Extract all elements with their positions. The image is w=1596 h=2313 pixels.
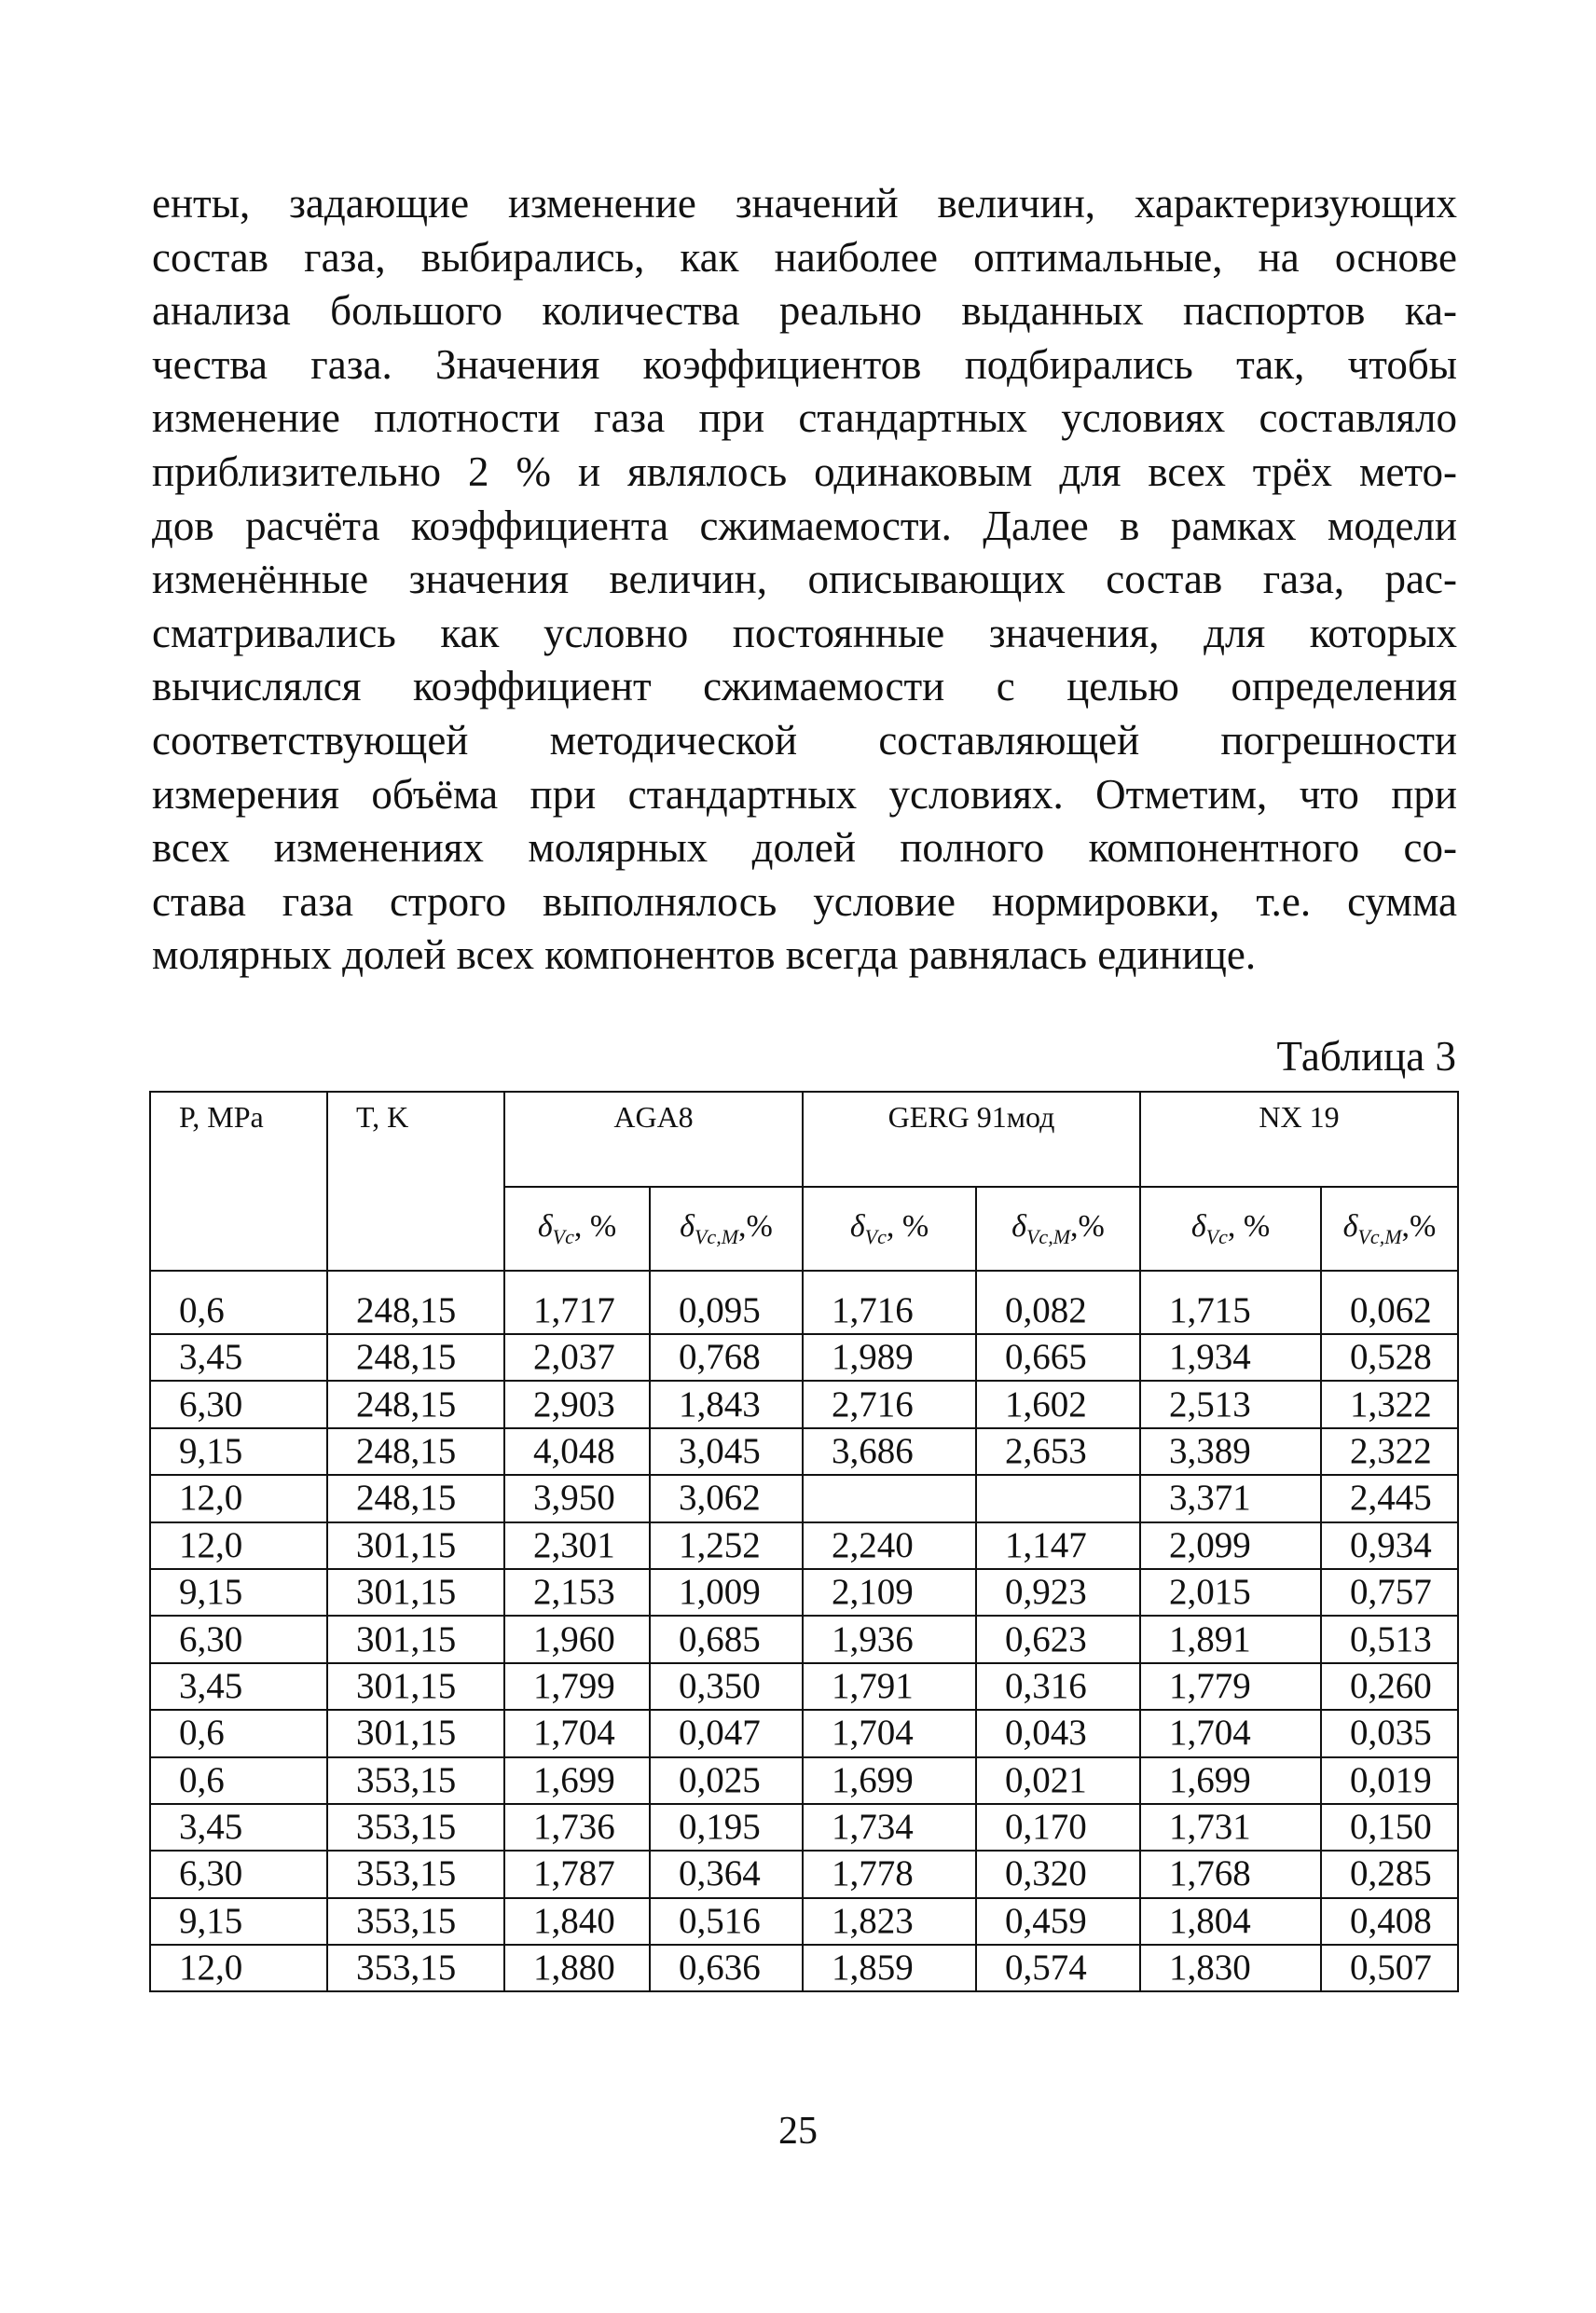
paragraph-line: вычислялся коэффициент сжимаемости с целью определения [152, 663, 1457, 710]
percent-unit: , % [886, 1208, 929, 1244]
table-cell: 2,109 [803, 1569, 976, 1616]
paragraph-line: соответствующей методической составляющей погрешности [152, 716, 1457, 764]
table-cell: 0,320 [976, 1851, 1140, 1897]
table-cell: 1,936 [803, 1616, 976, 1662]
table-cell: 0,459 [976, 1898, 1140, 1945]
table-cell: 353,15 [327, 1945, 504, 1991]
table-cell: 0,195 [650, 1804, 803, 1851]
table-cell: 301,15 [327, 1710, 504, 1756]
table-cell: 1,840 [504, 1898, 650, 1945]
percent-unit: , % [1227, 1208, 1271, 1244]
table-cell: 0,6 [150, 1271, 327, 1334]
table-cell: 1,960 [504, 1616, 650, 1662]
table-cell: 9,15 [150, 1898, 327, 1945]
table-body [150, 1271, 1458, 1991]
table-cell: 353,15 [327, 1757, 504, 1804]
table-row [150, 1804, 1458, 1851]
paragraph-line: става газа строго выполнялось условие нормировки, т.е. сумма [152, 877, 1457, 925]
table-cell: 1,934 [1140, 1334, 1321, 1381]
table-cell: 0,095 [650, 1271, 803, 1334]
table-cell: 0,623 [976, 1616, 1140, 1662]
table-cell: 1,704 [504, 1710, 650, 1756]
table-cell: 2,322 [1321, 1428, 1458, 1475]
table-cell: 0,574 [976, 1945, 1140, 1991]
table-cell: 2,903 [504, 1381, 650, 1427]
table-cell: 1,699 [504, 1757, 650, 1804]
table-cell: 353,15 [327, 1898, 504, 1945]
subheader-delta-vcm [650, 1187, 803, 1271]
table-cell: 0,350 [650, 1663, 803, 1710]
table-cell: 2,513 [1140, 1381, 1321, 1427]
delta-subscript: Vc [864, 1224, 887, 1248]
table-cell: 353,15 [327, 1804, 504, 1851]
table-cell: 0,364 [650, 1851, 803, 1897]
table-cell: 1,804 [1140, 1898, 1321, 1945]
delta-symbol: δ [849, 1208, 865, 1244]
table-cell: 0,062 [1321, 1271, 1458, 1334]
table-cell: 0,513 [1321, 1616, 1458, 1662]
table-cell: 6,30 [150, 1851, 327, 1897]
header-group-gerg: GERG 91мод [803, 1092, 1140, 1187]
table-cell: 3,45 [150, 1663, 327, 1710]
table-cell: 301,15 [327, 1522, 504, 1569]
paragraph-line: анализа большого количества реально выданных паспортов ка- [152, 287, 1457, 335]
table-cell: 1,791 [803, 1663, 976, 1710]
subheader-delta-vc [803, 1187, 976, 1271]
table-cell: 248,15 [327, 1381, 504, 1427]
table-cell: 248,15 [327, 1334, 504, 1381]
subheader-delta-vcm [976, 1187, 1140, 1271]
table-cell: 2,445 [1321, 1475, 1458, 1521]
table-row [150, 1381, 1458, 1427]
delta-symbol: δ [1011, 1208, 1026, 1244]
table-cell: 12,0 [150, 1475, 327, 1521]
delta-symbol: δ [537, 1208, 553, 1244]
table-cell: 2,037 [504, 1334, 650, 1381]
table-cell: 0,6 [150, 1757, 327, 1804]
table-cell: 0,934 [1321, 1522, 1458, 1569]
table-cell: 0,768 [650, 1334, 803, 1381]
table-cell: 1,731 [1140, 1804, 1321, 1851]
table-row [150, 1851, 1458, 1897]
table-cell: 1,880 [504, 1945, 650, 1991]
paragraph-line: состав газа, выбирались, как наиболее оптимальные, на основе [152, 233, 1457, 281]
table-row [150, 1710, 1458, 1756]
table-cell: 0,150 [1321, 1804, 1458, 1851]
table-cell: 0,021 [976, 1757, 1140, 1804]
table-cell: 2,301 [504, 1522, 650, 1569]
table-cell: 0,923 [976, 1569, 1140, 1616]
table-cell: 2,153 [504, 1569, 650, 1616]
page-number: 25 [778, 2110, 818, 2153]
table-cell: 1,734 [803, 1804, 976, 1851]
delta-symbol: δ [1190, 1208, 1206, 1244]
table-cell: 12,0 [150, 1522, 327, 1569]
table-cell: 1,779 [1140, 1663, 1321, 1710]
table-row [150, 1522, 1458, 1569]
table-cell: 0,636 [650, 1945, 803, 1991]
header-pressure: P, MPa [150, 1092, 327, 1271]
table-cell: 1,252 [650, 1522, 803, 1569]
table-cell: 1,823 [803, 1898, 976, 1945]
table-cell: 6,30 [150, 1616, 327, 1662]
table-row [150, 1945, 1458, 1991]
table-cell: 0,285 [1321, 1851, 1458, 1897]
header-group-nx19: NX 19 [1140, 1092, 1458, 1187]
table-cell: 3,686 [803, 1428, 976, 1475]
table-cell: 0,757 [1321, 1569, 1458, 1616]
table-cell: 2,015 [1140, 1569, 1321, 1616]
table-cell: 248,15 [327, 1271, 504, 1334]
table-row [150, 1475, 1458, 1521]
table-cell: 3,062 [650, 1475, 803, 1521]
table-cell: 0,019 [1321, 1757, 1458, 1804]
table-cell: 0,507 [1321, 1945, 1458, 1991]
table-row [150, 1757, 1458, 1804]
percent-unit: ,% [738, 1208, 773, 1244]
paragraph-line: приблизительно 2 % и являлось одинаковым для всех трёх мето- [152, 447, 1457, 495]
table-caption: Таблица 3 [1276, 1033, 1456, 1080]
subheader-delta-vcm [1321, 1187, 1458, 1271]
table-cell: 1,602 [976, 1381, 1140, 1427]
delta-symbol: δ [1342, 1208, 1358, 1244]
table-cell: 1,704 [803, 1710, 976, 1756]
table-cell: 12,0 [150, 1945, 327, 1991]
table-cell: 3,389 [1140, 1428, 1321, 1475]
table-row [150, 1569, 1458, 1616]
paragraph-line: дов расчёта коэффициента сжимаемости. Далее в рамках модели [152, 502, 1457, 549]
table-cell: 0,082 [976, 1271, 1140, 1334]
table-cell: 1,715 [1140, 1271, 1321, 1334]
table-row [150, 1898, 1458, 1945]
table-cell: 1,843 [650, 1381, 803, 1427]
table-row [150, 1428, 1458, 1475]
table-row [150, 1334, 1458, 1381]
table-cell: 1,717 [504, 1271, 650, 1334]
table-cell: 0,685 [650, 1616, 803, 1662]
delta-subscript: Vc,M [694, 1224, 739, 1248]
delta-subscript: Vc,M [1025, 1224, 1071, 1248]
table-cell: 2,653 [976, 1428, 1140, 1475]
table-cell: 3,371 [1140, 1475, 1321, 1521]
table-cell: 0,035 [1321, 1710, 1458, 1756]
table-cell: 2,099 [1140, 1522, 1321, 1569]
table-cell: 6,30 [150, 1381, 327, 1427]
paragraph-line: молярных долей всех компонентов всегда равнялась единице. [152, 931, 1257, 979]
table-cell [976, 1475, 1140, 1521]
table-cell: 3,45 [150, 1804, 327, 1851]
subheader-delta-vc [1140, 1187, 1321, 1271]
table-cell: 0,260 [1321, 1663, 1458, 1710]
table-cell: 1,009 [650, 1569, 803, 1616]
table-cell: 1,799 [504, 1663, 650, 1710]
table-cell: 0,043 [976, 1710, 1140, 1756]
paragraph-line: измерения объёма при стандартных условиях. Отметим, что при [152, 770, 1457, 818]
percent-unit: ,% [1401, 1208, 1437, 1244]
table-row [150, 1271, 1458, 1334]
table-cell: 0,025 [650, 1757, 803, 1804]
body-paragraph [152, 177, 1457, 983]
paragraph-line: енты, задающие изменение значений величин, характеризующих [152, 180, 1457, 227]
table-cell: 1,322 [1321, 1381, 1458, 1427]
table-cell: 2,716 [803, 1381, 976, 1427]
table-cell: 1,778 [803, 1851, 976, 1897]
table-cell: 0,6 [150, 1710, 327, 1756]
table-cell: 0,408 [1321, 1898, 1458, 1945]
table-cell: 301,15 [327, 1616, 504, 1662]
table-cell: 1,699 [1140, 1757, 1321, 1804]
paragraph-line: всех изменениях молярных долей полного компонентного со- [152, 824, 1457, 872]
percent-unit: ,% [1070, 1208, 1105, 1244]
table-cell: 0,047 [650, 1710, 803, 1756]
table-cell: 0,170 [976, 1804, 1140, 1851]
table-cell: 4,048 [504, 1428, 650, 1475]
table-cell: 0,516 [650, 1898, 803, 1945]
paragraph-line: чества газа. Значения коэффициентов подбирались так, чтобы [152, 340, 1457, 388]
table-cell: 353,15 [327, 1851, 504, 1897]
table-cell: 1,989 [803, 1334, 976, 1381]
table-cell: 1,716 [803, 1271, 976, 1334]
table-cell: 0,528 [1321, 1334, 1458, 1381]
table-cell: 1,699 [803, 1757, 976, 1804]
table-cell: 301,15 [327, 1663, 504, 1710]
table-cell: 248,15 [327, 1475, 504, 1521]
table-cell [803, 1475, 976, 1521]
table-cell: 3,45 [150, 1334, 327, 1381]
paragraph-line: сматривались как условно постоянные значения, для которых [152, 609, 1457, 656]
delta-symbol: δ [680, 1208, 695, 1244]
table-cell: 1,891 [1140, 1616, 1321, 1662]
table-cell: 2,240 [803, 1522, 976, 1569]
paragraph-line: изменение плотности газа при стандартных условиях составляло [152, 394, 1457, 442]
table-cell: 9,15 [150, 1569, 327, 1616]
table-cell: 301,15 [327, 1569, 504, 1616]
delta-subscript: Vc [1205, 1224, 1228, 1248]
table-cell: 1,787 [504, 1851, 650, 1897]
delta-subscript: Vc [552, 1224, 574, 1248]
table-row [150, 1616, 1458, 1662]
table-cell: 1,859 [803, 1945, 976, 1991]
table-cell: 1,736 [504, 1804, 650, 1851]
header-group-aga8: AGA8 [504, 1092, 803, 1187]
delta-subscript: Vc,M [1357, 1224, 1402, 1248]
table-cell: 1,147 [976, 1522, 1140, 1569]
table-cell: 1,830 [1140, 1945, 1321, 1991]
percent-unit: , % [573, 1208, 617, 1244]
paragraph-line: изменённые значения величин, описывающих состав газа, рас- [152, 556, 1457, 603]
table-row [150, 1663, 1458, 1710]
table-cell: 0,665 [976, 1334, 1140, 1381]
table-cell: 3,950 [504, 1475, 650, 1521]
table-cell: 9,15 [150, 1428, 327, 1475]
table-cell: 1,704 [1140, 1710, 1321, 1756]
subheader-delta-vc [504, 1187, 650, 1271]
table-cell: 1,768 [1140, 1851, 1321, 1897]
results-table [149, 1091, 1459, 1992]
table-cell: 3,045 [650, 1428, 803, 1475]
table-cell: 248,15 [327, 1428, 504, 1475]
header-temperature: T, K [327, 1092, 504, 1271]
table-cell: 0,316 [976, 1663, 1140, 1710]
